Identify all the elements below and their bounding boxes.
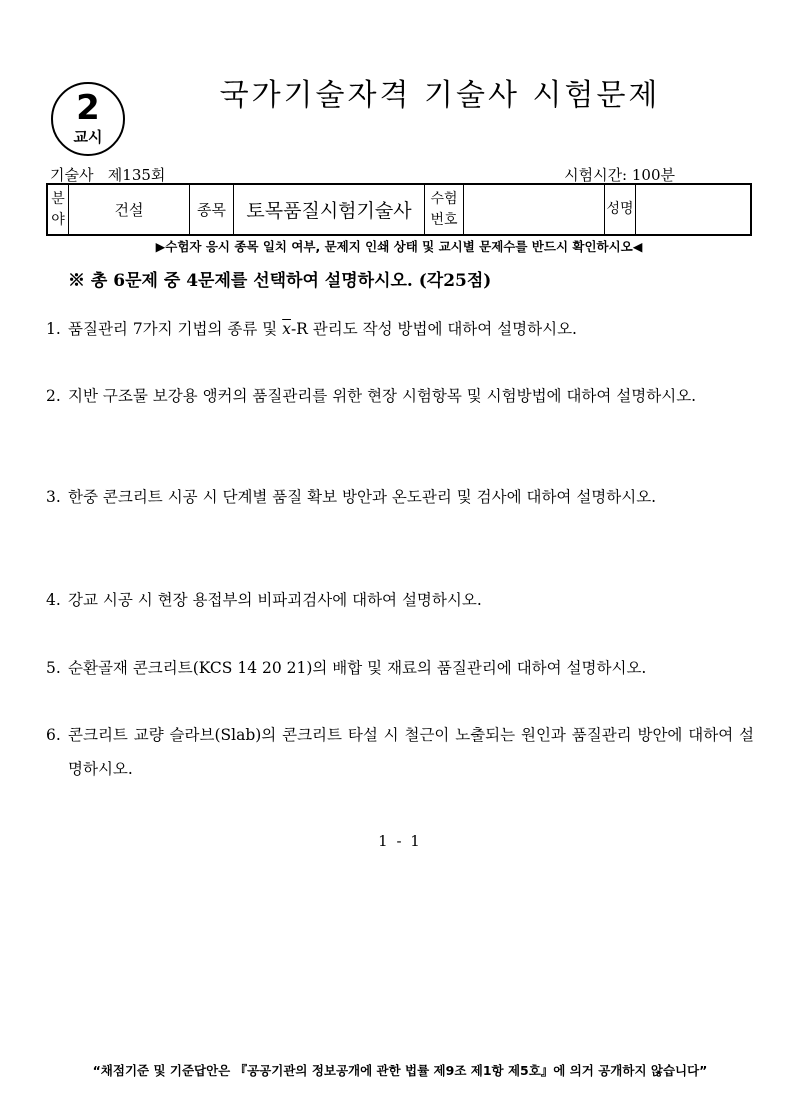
- page-number: 1 - 1: [378, 832, 422, 850]
- question-text: [68, 312, 754, 346]
- field-label: 분야: [47, 184, 69, 235]
- question-number: 3.: [46, 488, 61, 506]
- x-bar-symbol: $\overline{x}$: [282, 320, 291, 338]
- instruction: ※ 총 6문제 중 4문제를 선택하여 설명하시오. (각25점): [68, 271, 492, 291]
- category-label: 종목: [190, 184, 234, 235]
- exam-number-label: 수험번호: [425, 184, 464, 235]
- question-number: 6.: [46, 726, 61, 744]
- exam-number-field[interactable]: [464, 184, 605, 235]
- question-6: [46, 718, 754, 786]
- question-5: [46, 651, 754, 685]
- question-text: 지반 구조물 보강용 앵커의 품질관리를 위한 현장 시험항목 및 시험방법에 대하여 설명하시오.: [68, 387, 697, 405]
- question-4: [46, 583, 754, 617]
- exam-round: 제135회: [107, 166, 166, 184]
- name-field[interactable]: [636, 184, 752, 235]
- question-text-after: -R 관리도 작성 방법에 대하여 설명하시오.: [290, 320, 577, 338]
- question-text: 콘크리트 교량 슬라브(Slab)의 콘크리트 타설 시 철근이 노출되는 원인과 품질관리 방안에 대하여 설명하시오.: [68, 726, 754, 778]
- question-1: [46, 312, 754, 346]
- question-2: [46, 379, 754, 413]
- exam-type-label: 기술사: [50, 166, 94, 184]
- session-badge: [51, 82, 125, 156]
- page-title: 국가기술자격 기술사 시험문제: [219, 78, 661, 113]
- notice-bar: ▶수험자 응시 종목 일치 여부, 문제지 인쇄 상태 및 교시별 문제수를 반드시 확인하시오◀: [155, 239, 643, 254]
- question-text: 순환골재 콘크리트(KCS 14 20 21)의 배합 및 재료의 품질관리에 대하여 설명하시오.: [68, 659, 647, 677]
- candidate-info-table: [46, 183, 752, 236]
- session-number: 2: [76, 88, 100, 128]
- question-text: 한중 콘크리트 시공 시 단계별 품질 확보 방안과 온도관리 및 검사에 대하여 설명하시오.: [68, 488, 657, 506]
- question-number: 5.: [46, 659, 61, 677]
- exam-duration: 시험시간: 100분: [564, 166, 675, 184]
- question-text-before: 품질관리 7가지 기법의 종류 및: [68, 320, 283, 338]
- exam-round-info: [50, 164, 165, 185]
- name-label: 성명: [605, 184, 636, 235]
- category-value: 토목품질시험기술사: [234, 184, 425, 235]
- question-text: 강교 시공 시 현장 용접부의 비파괴검사에 대하여 설명하시오.: [68, 591, 482, 609]
- question-3: [46, 480, 754, 514]
- question-number: 4.: [46, 591, 61, 609]
- footer-notice: “채점기준 및 기준답안은 『공공기관의 정보공개에 관한 법률 제9조 제1항 제5호』에 의거 공개하지 않습니다”: [92, 1063, 708, 1078]
- question-number: 2.: [46, 387, 61, 405]
- field-value: 건설: [69, 184, 190, 235]
- question-number: 1.: [46, 320, 61, 338]
- session-label: 교시: [73, 128, 103, 146]
